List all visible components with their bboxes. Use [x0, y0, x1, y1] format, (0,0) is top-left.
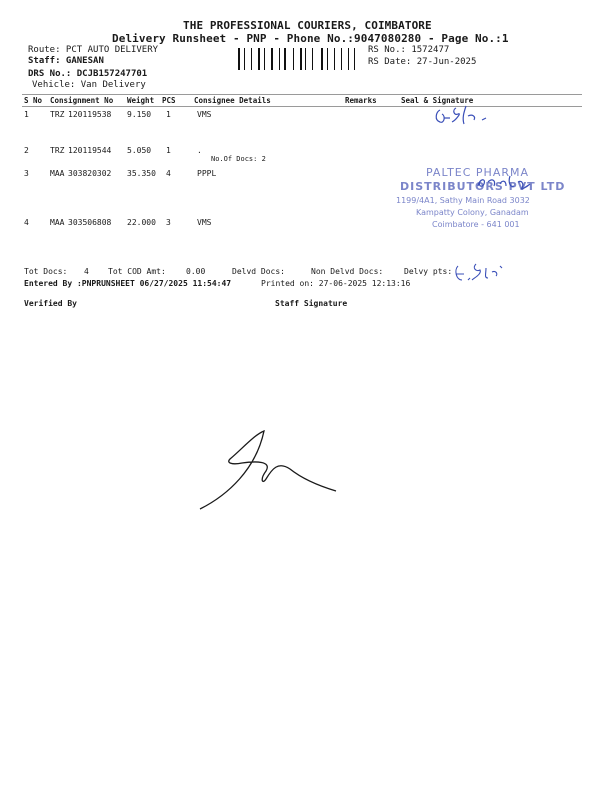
- drs-number: DRS No.: DCJB157247701: [28, 69, 148, 79]
- consignment-prefix: TRZ: [50, 146, 65, 155]
- stamp-line: DISTRIBUTORS PVT LTD: [400, 180, 566, 193]
- consignment-prefix: TRZ: [50, 110, 65, 119]
- row-weight: 9.150: [127, 110, 152, 119]
- row-sno: 4: [24, 218, 29, 227]
- delvy-pts-label: Delvy pts:: [404, 267, 453, 276]
- row-consignee: VMS: [197, 218, 212, 227]
- row-pcs: 3: [166, 218, 171, 227]
- runsheet-subtitle: Delivery Runsheet - PNP - Phone No.:9047080280 - Page No.:1: [112, 32, 509, 45]
- staff-text: Staff: GANESAN: [28, 56, 104, 66]
- row-weight: 5.050: [127, 146, 152, 155]
- col-header-sno: S No: [24, 96, 43, 105]
- staff-handwritten-signature: [198, 425, 348, 515]
- col-header-remarks: Remarks: [345, 96, 377, 105]
- non-delvd-docs-label: Non Delvd Docs:: [311, 267, 384, 276]
- tot-cod-label: Tot COD Amt:: [108, 267, 166, 276]
- staff-signature-label: Staff Signature: [275, 299, 348, 308]
- col-header-consignment: Consignment No: [50, 96, 114, 105]
- row-sno: 1: [24, 110, 29, 119]
- tot-docs-label: Tot Docs:: [24, 267, 68, 276]
- stamp-line: Kampatty Colony, Ganadam: [416, 208, 529, 217]
- entered-by: Entered By :PNPRUNSHEET 06/27/2025 11:54:47: [24, 279, 232, 288]
- consignment-number: 120119544: [68, 146, 112, 155]
- row-weight: 35.350: [127, 169, 156, 178]
- rs-date: RS Date: 27-Jun-2025: [368, 57, 477, 67]
- row-consignee: .: [197, 146, 202, 155]
- row-sno: 2: [24, 146, 29, 155]
- tot-docs-value: 4: [84, 267, 89, 276]
- consignment-number: 303820302: [68, 169, 112, 178]
- row-pcs: 1: [166, 110, 171, 119]
- stamp-line: Coimbatore - 641 001: [432, 220, 520, 229]
- handwritten-signature: [452, 260, 512, 286]
- handwritten-signature: [432, 102, 502, 132]
- printed-on: Printed on: 27-06-2025 12:13:16: [261, 279, 411, 288]
- col-header-consignee: Consignee Details: [194, 96, 271, 105]
- row-consignee: PPPL: [197, 169, 217, 178]
- vehicle-text: Vehicle: Van Delivery: [32, 80, 146, 90]
- delvd-docs-label: Delvd Docs:: [232, 267, 285, 276]
- consignment-prefix: MAA: [50, 218, 65, 227]
- stamp-line: PALTEC PHARMA: [426, 166, 530, 179]
- handwritten-signature: [474, 170, 544, 194]
- row-consignee: VMS: [197, 110, 212, 119]
- consignment-number: 303506808: [68, 218, 112, 227]
- company-title: THE PROFESSIONAL COURIERS, COIMBATORE: [183, 19, 432, 32]
- verified-by-label: Verified By: [24, 299, 77, 308]
- row-pcs: 4: [166, 169, 171, 178]
- tot-cod-value: 0.00: [186, 267, 206, 276]
- col-header-seal: Seal & Signature: [401, 96, 474, 105]
- row-sno: 3: [24, 169, 29, 178]
- rs-number: RS No.: 1572477: [368, 45, 450, 55]
- route-text: Route: PCT AUTO DELIVERY: [28, 45, 159, 55]
- row-pcs: 1: [166, 146, 171, 155]
- row-weight: 22.000: [127, 218, 156, 227]
- no-of-docs: No.Of Docs: 2: [211, 155, 266, 163]
- consignment-number: 120119538: [68, 110, 112, 119]
- divider: [22, 94, 582, 95]
- barcode: [238, 48, 362, 70]
- col-header-weight: Weight: [127, 96, 155, 105]
- stamp-line: 1199/4A1, Sathy Main Road 3032: [396, 196, 530, 205]
- col-header-pcs: PCS: [162, 96, 176, 105]
- consignment-prefix: MAA: [50, 169, 65, 178]
